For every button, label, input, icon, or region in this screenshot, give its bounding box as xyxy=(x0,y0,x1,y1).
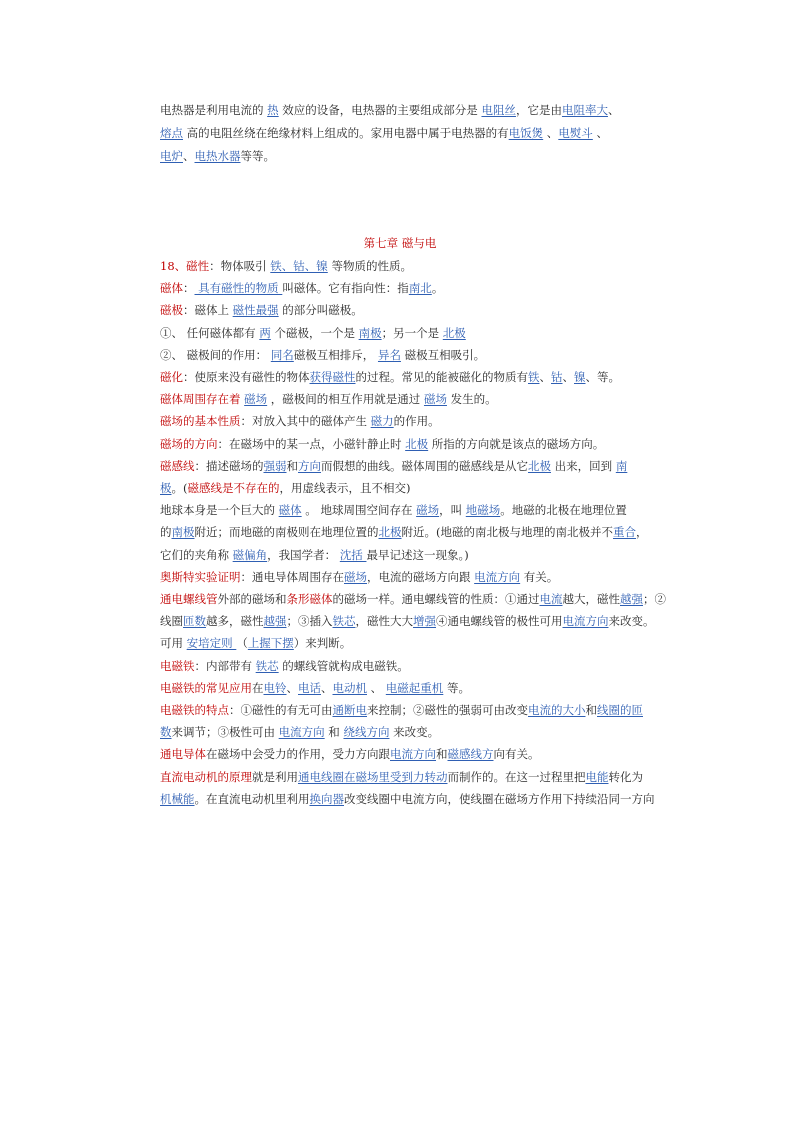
intro-text: 电热器是利用电流的 xyxy=(160,103,268,117)
line-text: 等物质的性质。 xyxy=(327,259,412,273)
line-text: ：内部带有 xyxy=(194,659,256,673)
line-text: ：磁体上 xyxy=(183,303,233,317)
line-answer: 铁芯 xyxy=(332,614,356,628)
text-line xyxy=(160,702,650,718)
text-line xyxy=(160,569,650,585)
line-answer: 电流 xyxy=(539,592,563,606)
line-answer: 磁力 xyxy=(370,414,394,428)
line-answer: 重合 xyxy=(612,525,636,539)
line-term: 条形磁体 xyxy=(286,592,333,606)
line-term: 磁体 xyxy=(160,281,183,295)
line-answer: 线圈的匝 xyxy=(597,703,643,717)
intro-text: 、 xyxy=(592,126,608,140)
intro-answer: 电热水器 xyxy=(194,149,241,163)
line-text: （ xyxy=(236,636,248,650)
line-text: 转化为 xyxy=(608,770,643,784)
text-line xyxy=(160,502,650,518)
line-text: 附近；而地磁的南极则在地理位置的 xyxy=(194,525,379,539)
text-line xyxy=(160,791,655,807)
line-term: 磁体周围存在着 xyxy=(160,392,241,406)
line-answer: 磁性最强 xyxy=(232,303,279,317)
line-answer: 越强 xyxy=(620,592,643,606)
line-text: 。 地球周围空间存在 xyxy=(301,503,417,517)
line-answer: 通断电 xyxy=(332,703,367,717)
text-line xyxy=(160,436,650,452)
line-text: ，用虚线表示，且不相交) xyxy=(279,481,411,495)
line-text: ；另一个是 xyxy=(381,326,443,340)
intro-text: 等等。 xyxy=(240,149,275,163)
text-line xyxy=(160,458,650,474)
line-answer: 磁场 xyxy=(416,503,440,517)
line-answer: 铁 xyxy=(528,370,540,384)
line-text: ：描述磁场的 xyxy=(194,459,264,473)
intro-line-3 xyxy=(160,148,650,164)
line-text: 的 xyxy=(160,525,172,539)
line-text: ；② xyxy=(643,592,666,606)
line-text: 来调节；③极性可由 xyxy=(171,725,279,739)
line-text: 和 xyxy=(436,747,448,761)
text-line xyxy=(160,413,650,429)
line-text: 、 xyxy=(321,681,333,695)
intro-answer: 电阻率大 xyxy=(561,103,608,117)
line-term: 磁感线是不存在的 xyxy=(187,481,280,495)
intro-text: 、 xyxy=(543,126,559,140)
line-text: 的部分叫磁极。 xyxy=(278,303,363,317)
line-text: 来控制；②磁性的强弱可由改变 xyxy=(367,703,528,717)
intro-line-2 xyxy=(160,125,650,141)
line-term: 通电螺线管 xyxy=(160,592,218,606)
line-term: 磁化 xyxy=(160,370,183,384)
line-answer: 绕线方向 xyxy=(343,725,390,739)
line-text: ；③插入 xyxy=(286,614,333,628)
line-answer: 磁场 xyxy=(423,392,447,406)
line-answer: 电流方向 xyxy=(474,570,521,584)
line-text: 磁极互相吸引。 xyxy=(400,348,486,362)
line-text: 个磁极，一个是 xyxy=(270,326,359,340)
line-text: 而假想的曲线。磁体周围的磁感线是从它 xyxy=(321,459,528,473)
intro-answer: 电阻丝 xyxy=(481,103,516,117)
line-answer: 南 xyxy=(615,459,628,473)
line-text: 来改变。 xyxy=(608,614,655,628)
intro-text: ，它是由 xyxy=(515,103,562,117)
line-text: 的过程。常见的能被磁化的物质有 xyxy=(355,370,528,384)
line-text: 。地磁的北极在地理位置 xyxy=(500,503,627,517)
line-text: 越大，磁性 xyxy=(562,592,620,606)
line-text: 它们的夹角称 xyxy=(160,548,233,562)
line-text: 和 xyxy=(585,703,597,717)
line-answer: 换向器 xyxy=(309,792,344,806)
line-text: 改变线圈中电流方向，使线圈在磁场方作用下持续沿同一方向 xyxy=(344,792,655,806)
line-text: ④通电螺线管的极性可用 xyxy=(436,614,563,628)
line-text: ： xyxy=(183,281,195,295)
line-text: 、 xyxy=(562,370,574,384)
text-line xyxy=(160,746,650,762)
text-line xyxy=(160,635,650,651)
line-answer: 具有磁性的物质 xyxy=(194,281,283,295)
line-answer: 电流方向 xyxy=(562,614,609,628)
line-answer: 南极 xyxy=(171,525,195,539)
line-text: ：对放入其中的磁体产生 xyxy=(240,414,371,428)
line-text: 等。 xyxy=(443,681,470,695)
text-line xyxy=(160,369,650,385)
chapter-title: 第七章 磁与电 xyxy=(363,236,437,250)
line-term: 电磁铁的常见应用 xyxy=(160,681,252,695)
line-text: 向有关。 xyxy=(493,747,540,761)
text-line xyxy=(160,547,650,563)
line-answer: 北极 xyxy=(442,326,466,340)
intro-answer: 熔点 xyxy=(160,126,183,140)
line-text: 有关。 xyxy=(520,570,559,584)
line-answer: 获得磁性 xyxy=(309,370,356,384)
line-term: 通电导体 xyxy=(160,747,206,761)
text-line xyxy=(160,347,650,363)
line-text: ：使原来没有磁性的物体 xyxy=(183,370,310,384)
line-answer: 电磁起重机 xyxy=(385,681,444,695)
line-text: ，磁性大大 xyxy=(355,614,413,628)
line-text: 叫磁体。它有指向性：指 xyxy=(282,281,409,295)
line-text: 出来，回到 xyxy=(551,459,616,473)
line-answer: 异名 xyxy=(377,348,401,362)
intro-text: 效应的设备，电热器的主要组成部分是 xyxy=(278,103,482,117)
line-text: 和 xyxy=(286,459,298,473)
line-answer: 同名 xyxy=(270,348,294,362)
text-line xyxy=(160,658,650,674)
line-term: 磁场的方向 xyxy=(160,437,218,451)
text-line xyxy=(160,391,650,407)
line-answer: 方向 xyxy=(298,459,321,473)
line-answer: 强弱 xyxy=(263,459,287,473)
text-line xyxy=(160,302,650,318)
intro-answer: 电饭煲 xyxy=(508,126,544,140)
line-text: 地球本身是一个巨大的 xyxy=(160,503,279,517)
line-answer: 磁场 xyxy=(344,570,367,584)
line-text: ②、 磁极间的作用： xyxy=(160,348,271,362)
line-text: ：在磁场中的某一点，小磁针静止时 xyxy=(217,437,406,451)
text-line xyxy=(160,524,650,540)
line-term: 18、磁性 xyxy=(160,259,210,273)
intro-answer: 电炉 xyxy=(160,149,183,163)
line-text: 。( xyxy=(171,481,188,495)
line-text: ，叫 xyxy=(439,503,466,517)
line-text: 最早记述这一现象。) xyxy=(366,548,469,562)
line-answer: 南极 xyxy=(358,326,382,340)
line-answer: 电流方向 xyxy=(390,747,436,761)
line-text: ）来判断。 xyxy=(293,636,352,650)
line-text: 的磁场一样。通电螺线管的性质：①通过 xyxy=(332,592,540,606)
line-text: ：①磁性的有无可由 xyxy=(229,703,333,717)
intro-answer: 电熨斗 xyxy=(558,126,593,140)
intro-answer: 热 xyxy=(267,103,279,117)
line-term: 磁感线 xyxy=(160,459,195,473)
line-text: ，我国学者： xyxy=(267,548,340,562)
text-line xyxy=(160,258,650,274)
line-text: 来改变。 xyxy=(389,725,440,739)
line-text: 外部的磁场和 xyxy=(217,592,287,606)
intro-text: 高的电阻丝绕在绝缘材料上组成的。家用电器中属于电热器的有 xyxy=(183,126,509,140)
line-answer: 极 xyxy=(160,481,172,495)
line-text: 的作用。 xyxy=(393,414,440,428)
intro-text: 、 xyxy=(183,149,195,163)
text-line xyxy=(160,769,650,785)
line-answer: 磁偏角 xyxy=(232,548,268,562)
line-text: ， xyxy=(635,525,648,539)
line-answer: 钴 xyxy=(551,370,563,384)
line-text: ，电流的磁场方向跟 xyxy=(367,570,475,584)
line-term: 电磁铁的特点 xyxy=(160,703,229,717)
line-answer: 电流的大小 xyxy=(528,703,586,717)
line-text: 线圈 xyxy=(160,614,183,628)
line-text: 附近。(地磁的南北极与地理的南北极并不 xyxy=(401,525,613,539)
line-text: 可用 xyxy=(160,636,187,650)
intro-line-1 xyxy=(160,102,650,118)
line-text: 就是利用 xyxy=(252,770,298,784)
line-answer: 增强 xyxy=(413,614,436,628)
line-term: 直流电动机的原理 xyxy=(160,770,252,784)
line-term: 奥斯特实验证明 xyxy=(160,570,241,584)
text-line xyxy=(160,724,650,740)
line-answer: 电铃 xyxy=(263,681,287,695)
line-text: 。 xyxy=(431,281,444,295)
line-answer: 电话 xyxy=(298,681,321,695)
line-answer: 安培定则 xyxy=(186,636,237,650)
line-answer: 电能 xyxy=(585,770,609,784)
line-answer: 地磁场 xyxy=(465,503,501,517)
line-answer: 沈括 xyxy=(339,548,367,562)
line-text: 所指的方向就是该点的磁场方向。 xyxy=(428,437,605,451)
line-term: 磁场的基本性质 xyxy=(160,414,241,428)
line-answer: 上握下摆 xyxy=(247,636,294,650)
line-text: 、 xyxy=(286,681,298,695)
line-text: 在 xyxy=(252,681,264,695)
text-line xyxy=(160,613,655,629)
line-answer: 电流方向 xyxy=(278,725,325,739)
line-text: 。在直流电动机里利用 xyxy=(194,792,310,806)
line-text: ①、 任何磁体都有 xyxy=(160,326,260,340)
line-text: 发生的。 xyxy=(446,392,497,406)
line-text: 的螺线管就构成电磁铁。 xyxy=(278,659,409,673)
line-answer: 南北 xyxy=(408,281,432,295)
text-line xyxy=(160,325,650,341)
line-text: 、等。 xyxy=(585,370,620,384)
line-term: 电磁铁 xyxy=(160,659,195,673)
line-answer: 两 xyxy=(259,326,271,340)
line-answer: 越强 xyxy=(263,614,287,628)
line-answer: 通电线圈在磁场里受到力转动 xyxy=(298,770,448,784)
line-answer: 机械能 xyxy=(160,792,195,806)
line-text: ，磁极间的相互作用就是通过 xyxy=(267,392,424,406)
line-text: 磁极互相排斥， xyxy=(293,348,378,362)
line-answer: 电动机 xyxy=(332,681,367,695)
line-answer: 北极 xyxy=(528,459,551,473)
line-answer: 数 xyxy=(160,725,172,739)
line-answer: 北极 xyxy=(405,437,429,451)
text-line xyxy=(160,480,650,496)
line-text: ：通电导体周围存在 xyxy=(240,570,344,584)
line-text: 在磁场中会受力的作用，受力方向跟 xyxy=(206,747,390,761)
line-text: 越多，磁性 xyxy=(206,614,264,628)
line-answer: 北极 xyxy=(378,525,402,539)
line-text: 、 xyxy=(539,370,551,384)
line-answer: 匝数 xyxy=(183,614,206,628)
text-line xyxy=(160,280,650,296)
line-term: 磁极 xyxy=(160,303,183,317)
line-text: 而制作的。在这一过程里把 xyxy=(447,770,586,784)
line-text: 、 xyxy=(367,681,386,695)
line-answer: 镍 xyxy=(574,370,586,384)
line-answer: 磁场 xyxy=(244,392,268,406)
line-answer: 铁、钴、镍 xyxy=(270,259,328,273)
text-line xyxy=(160,591,666,607)
line-answer: 磁感线方 xyxy=(447,747,494,761)
intro-text: 、 xyxy=(607,103,620,117)
line-text: ：物体吸引 xyxy=(209,259,271,273)
line-answer: 铁芯 xyxy=(255,659,279,673)
line-answer: 磁体 xyxy=(278,503,302,517)
text-line xyxy=(160,680,650,696)
line-text: 和 xyxy=(324,725,344,739)
